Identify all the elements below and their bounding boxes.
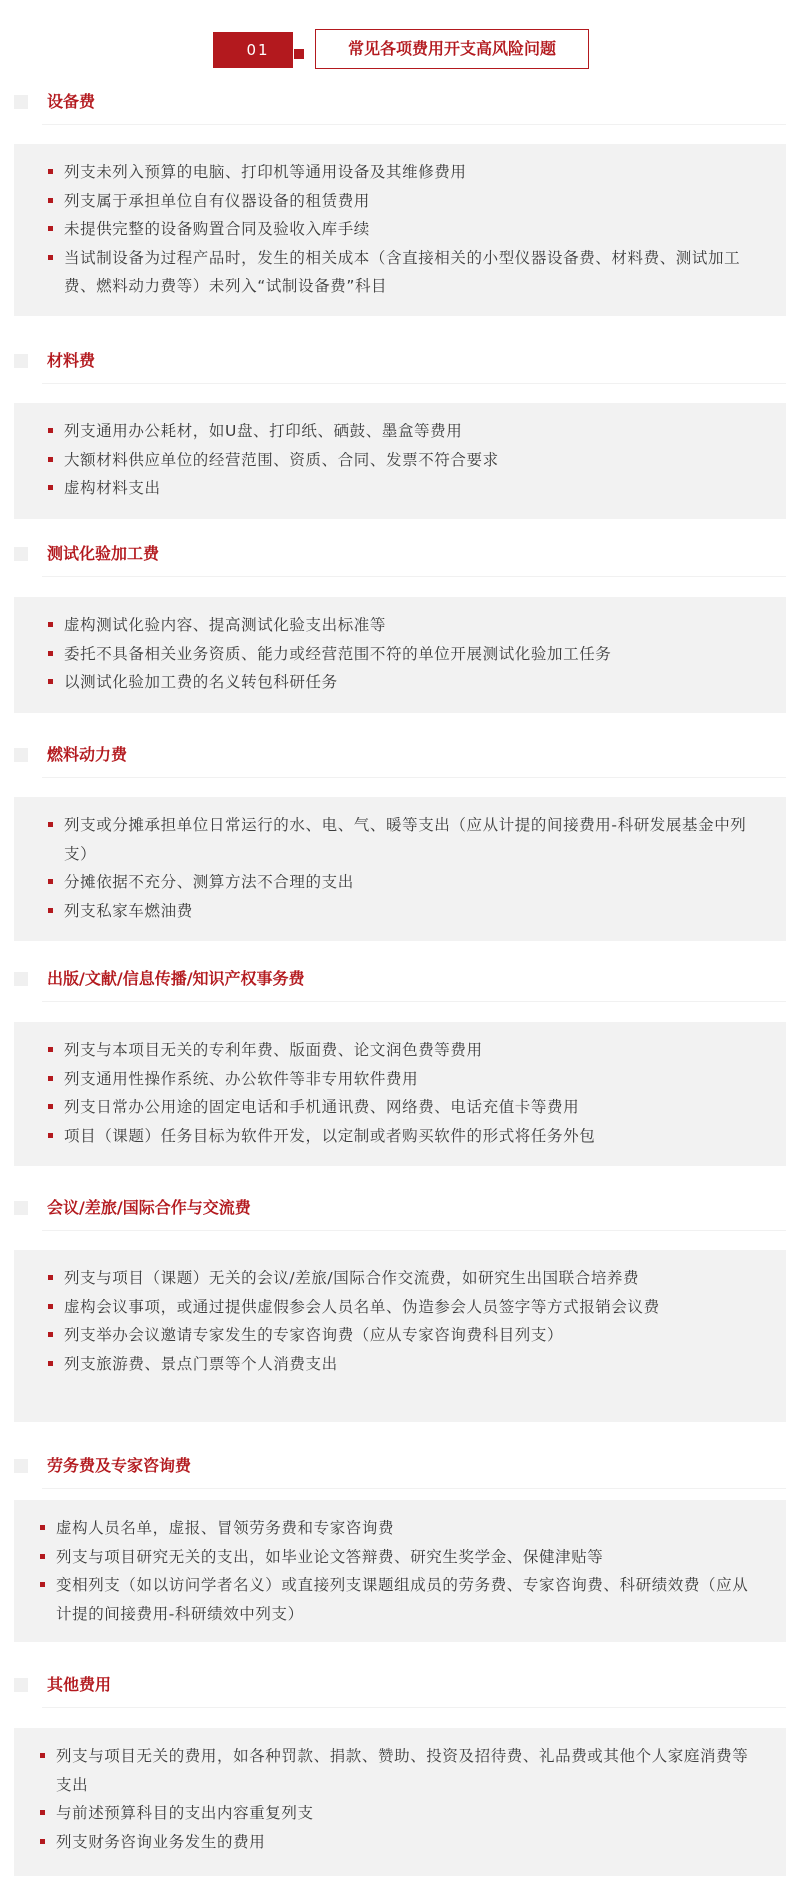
category-heading [14, 85, 786, 125]
list-item: 与前述预算科目的支出内容重复列支 [56, 1799, 762, 1828]
category-heading [14, 962, 786, 1002]
list-item: 列支通用性操作系统、办公软件等非专用软件费用 [64, 1065, 762, 1094]
list-item: 列支未列入预算的电脑、打印机等通用设备及其维修费用 [64, 158, 762, 187]
list-item: 列支财务咨询业务发生的费用 [56, 1828, 762, 1857]
list-item: 虚构测试化验内容、提高测试化验支出标准等 [64, 611, 762, 640]
risk-list-card [14, 1728, 786, 1876]
category-title: 其他费用 [47, 1675, 112, 1694]
list-item: 当试制设备为过程产品时，发生的相关成本（含直接相关的小型仪器设备费、材料费、测试加工费、燃料动力费等）未列入“试制设备费”科目 [64, 244, 762, 301]
divider [42, 1488, 786, 1489]
heading-marker [14, 972, 28, 986]
risk-list [64, 811, 762, 925]
category-heading [14, 344, 786, 384]
list-item: 虚构材料支出 [64, 474, 762, 503]
heading-marker [14, 1678, 28, 1692]
divider [42, 124, 786, 125]
category-title: 测试化验加工费 [47, 544, 160, 563]
list-item: 列支举办会议邀请专家发生的专家咨询费（应从专家咨询费科目列支） [64, 1321, 762, 1350]
divider [42, 1230, 786, 1231]
section-header [213, 29, 589, 71]
list-item: 项目（课题）任务目标为软件开发，以定制或者购买软件的形式将任务外包 [64, 1122, 762, 1151]
list-item: 列支或分摊承担单位日常运行的水、电、气、暖等支出（应从计提的间接费用-科研发展基金中列支） [64, 811, 762, 868]
decorative-square [294, 49, 304, 59]
list-item: 列支属于承担单位自有仪器设备的租赁费用 [64, 187, 762, 216]
list-item: 虚构人员名单，虚报、冒领劳务费和专家咨询费 [56, 1514, 762, 1543]
heading-marker [14, 354, 28, 368]
divider [42, 576, 786, 577]
list-item: 变相列支（如以访问学者名义）或直接列支课题组成员的劳务费、专家咨询费、科研绩效费（应从计提的间接费用-科研绩效中列支） [56, 1571, 762, 1628]
category-heading [14, 1191, 786, 1231]
divider [42, 1001, 786, 1002]
category-title: 会议/差旅/国际合作与交流费 [47, 1198, 251, 1217]
category-heading [14, 738, 786, 778]
risk-list [64, 1264, 762, 1378]
section-title: 常见各项费用开支高风险问题 [315, 29, 589, 69]
heading-marker [14, 1459, 28, 1473]
category-title: 设备费 [47, 92, 96, 111]
risk-list-card [14, 597, 786, 713]
list-item: 列支与本项目无关的专利年费、版面费、论文润色费等费用 [64, 1036, 762, 1065]
risk-list-card [14, 1500, 786, 1642]
list-item: 列支日常办公用途的固定电话和手机通讯费、网络费、电话充值卡等费用 [64, 1093, 762, 1122]
divider [42, 1707, 786, 1708]
risk-list [56, 1514, 762, 1628]
list-item: 以测试化验加工费的名义转包科研任务 [64, 668, 762, 697]
risk-list-card [14, 1250, 786, 1422]
category-title: 劳务费及专家咨询费 [47, 1456, 192, 1475]
category-heading [14, 537, 786, 577]
category-title: 燃料动力费 [47, 745, 128, 764]
category-heading [14, 1449, 786, 1489]
list-item: 列支旅游费、景点门票等个人消费支出 [64, 1350, 762, 1379]
list-item: 大额材料供应单位的经营范围、资质、合同、发票不符合要求 [64, 446, 762, 475]
list-item: 未提供完整的设备购置合同及验收入库手续 [64, 215, 762, 244]
risk-list [64, 417, 762, 503]
list-item: 列支通用办公耗材，如U盘、打印纸、硒鼓、墨盒等费用 [64, 417, 762, 446]
category-heading [14, 1668, 786, 1708]
category-title: 材料费 [47, 351, 96, 370]
heading-marker [14, 748, 28, 762]
section-number: 01 [213, 32, 293, 68]
heading-marker [14, 95, 28, 109]
list-item: 列支与项目无关的费用，如各种罚款、捐款、赞助、投资及招待费、礼品费或其他个人家庭消费等支出 [56, 1742, 762, 1799]
list-item: 虚构会议事项，或通过提供虚假参会人员名单、伪造参会人员签字等方式报销会议费 [64, 1293, 762, 1322]
risk-list-card [14, 1022, 786, 1166]
risk-list-card [14, 144, 786, 316]
risk-list [64, 611, 762, 697]
list-item: 列支与项目研究无关的支出，如毕业论文答辩费、研究生奖学金、保健津贴等 [56, 1543, 762, 1572]
risk-list [56, 1742, 762, 1856]
risk-list-card [14, 797, 786, 941]
risk-list [64, 1036, 762, 1150]
heading-marker [14, 1201, 28, 1215]
list-item: 分摊依据不充分、测算方法不合理的支出 [64, 868, 762, 897]
category-title: 出版/文献/信息传播/知识产权事务费 [47, 969, 305, 988]
risk-list [64, 158, 762, 301]
heading-marker [14, 547, 28, 561]
list-item: 列支与项目（课题）无关的会议/差旅/国际合作交流费，如研究生出国联合培养费 [64, 1264, 762, 1293]
list-item: 列支私家车燃油费 [64, 897, 762, 926]
divider [42, 383, 786, 384]
divider [42, 777, 786, 778]
list-item: 委托不具备相关业务资质、能力或经营范围不符的单位开展测试化验加工任务 [64, 640, 762, 669]
risk-list-card [14, 403, 786, 519]
